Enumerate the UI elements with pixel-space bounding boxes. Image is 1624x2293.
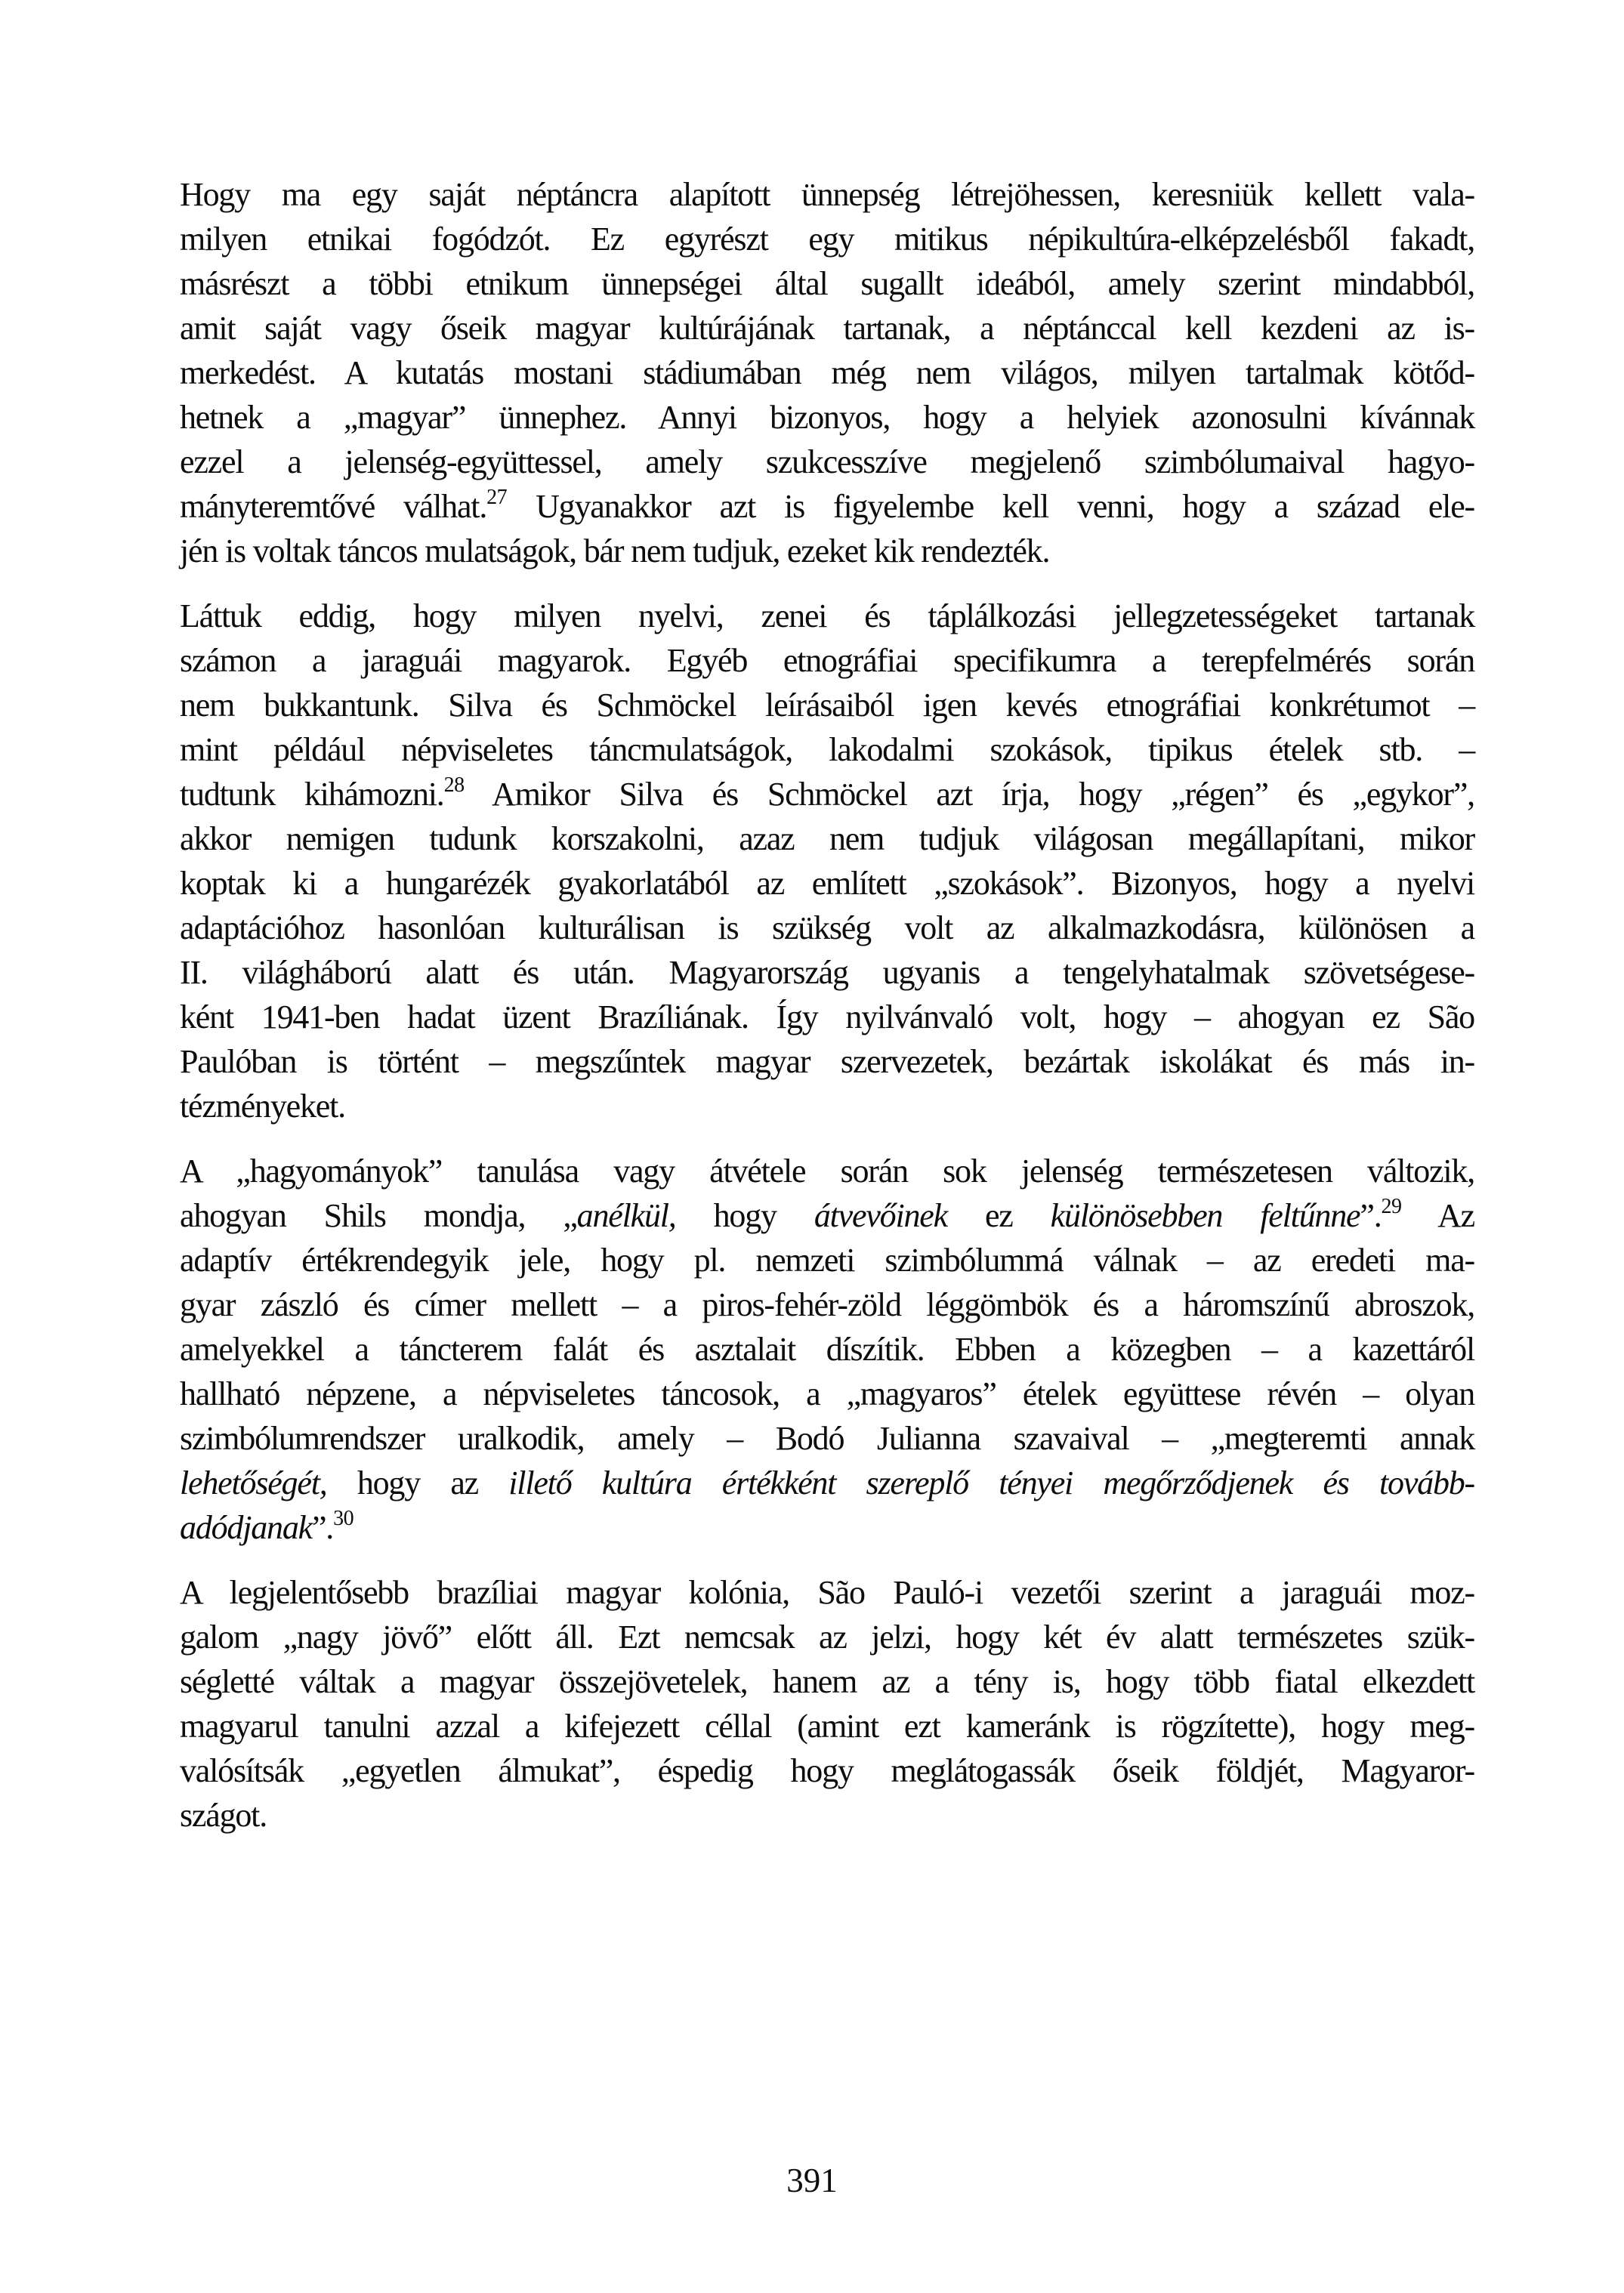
text-line: [180, 727, 1474, 772]
text-run: amelyekkel a táncterem falát és asztalait díszítik. Ebben a közegben – a kazettáról: [180, 1331, 1474, 1368]
text-line: [180, 638, 1474, 683]
text-run: anélkül,: [576, 1197, 676, 1234]
text-run: illető kultúra értékként szereplő tényei megőrződjenek és tovább-: [508, 1464, 1474, 1501]
text-line: [180, 172, 1474, 217]
text-run: ez: [946, 1197, 1051, 1234]
text-run: hogy: [675, 1197, 814, 1234]
text-line: [180, 440, 1474, 484]
text-line: [180, 1372, 1474, 1416]
text-run: szimbólumrendszer uralkodik, amely – Bodó Julianna szavaival – „megteremti annak: [180, 1420, 1474, 1457]
text-run: jén is voltak táncos mulatságok, bár nem tudjuk, ezeket kik rendezték.: [180, 532, 1050, 569]
text-run: Az: [1401, 1197, 1474, 1234]
text-line: [180, 1416, 1474, 1461]
text-line: [180, 1748, 1474, 1793]
text-line: [180, 484, 1474, 529]
text-run: nem bukkantunk. Silva és Schmöckel leírásaiból igen kevés etnográfiai konkrétumot –: [180, 687, 1474, 724]
text-run: szágot.: [180, 1797, 267, 1834]
text-line: [180, 1793, 1474, 1838]
text-line: [180, 529, 1474, 573]
text-run: ségletté váltak a magyar összejövetelek, hanem az a tény is, hogy több fiatal elkezdett: [180, 1663, 1474, 1700]
text-run: tézményeket.: [180, 1088, 345, 1125]
text-line: [180, 1149, 1474, 1193]
text-line: [180, 1461, 1474, 1505]
text-line: [180, 1505, 1474, 1550]
text-run: ”.: [311, 1509, 334, 1546]
text-run: II. világháború alatt és után. Magyarország ugyanis a tengelyhatalmak szövetségese-: [180, 954, 1474, 991]
text-run: tudtunk kihámozni.: [180, 776, 444, 813]
text-run: hetnek a „magyar” ünnephez. Annyi bizonyos, hogy a helyiek azonosulni kívánnak: [180, 399, 1474, 436]
text-block: [180, 172, 1474, 1858]
text-run: másrészt a többi etnikum ünnepségei által sugallt ideából, amely szerint mindabból,: [180, 265, 1474, 302]
text-line: [180, 395, 1474, 440]
text-run: Amikor Silva és Schmöckel azt írja, hogy „régen” és „egykor”,: [464, 776, 1474, 813]
text-run: Láttuk eddig, hogy milyen nyelvi, zenei és táplálkozási jellegzetességeket tartanak: [180, 597, 1474, 634]
text-run: mint például népviseletes táncmulatságok, lakodalmi szokások, tipikus ételek stb. –: [180, 731, 1474, 768]
text-line: [180, 350, 1474, 395]
text-line: [180, 1659, 1474, 1704]
footnote-reference: 27: [486, 486, 508, 509]
text-run: A „hagyományok” tanulása vagy átvétele során sok jelenség természetesen változik,: [180, 1153, 1474, 1190]
text-run: ”.: [1360, 1197, 1382, 1234]
text-run: Ugyanakkor azt is figyelembe kell venni, hogy a század ele-: [507, 488, 1474, 525]
text-run: különösebben feltűnne: [1050, 1197, 1360, 1234]
text-run: adaptív értékrendegyik jele, hogy pl. nemzeti szimbólummá válnak – az eredeti ma-: [180, 1242, 1474, 1279]
text-run: ként 1941-ben hadat üzent Brazíliának. Így nyilvánvaló volt, hogy – ahogyan ez São: [180, 998, 1474, 1035]
text-run: koptak ki a hungarézék gyakorlatából az említett „szokások”. Bizonyos, hogy a nyelvi: [180, 865, 1474, 902]
text-run: magyarul tanulni azzal a kifejezett céllal (amint ezt kameránk is rögzítette), hogy meg-: [180, 1708, 1474, 1745]
text-run: mányteremtővé válhat.: [180, 488, 487, 525]
text-line: [180, 1084, 1474, 1128]
text-run: milyen etnikai fogódzót. Ez egyrészt egy mitikus népikultúra-elképzelésből fakadt,: [180, 221, 1474, 258]
text-line: [180, 1615, 1474, 1659]
text-run: lehetőségét,: [180, 1464, 327, 1501]
text-run: galom „nagy jövő” előtt áll. Ezt nemcsak az jelzi, hogy két év alatt természetes szük-: [180, 1619, 1474, 1656]
text-run: adódjanak: [180, 1509, 312, 1546]
paragraph: [180, 594, 1474, 1128]
footnote-reference: 28: [443, 773, 465, 797]
paragraph: [180, 1570, 1474, 1838]
text-line: [180, 1570, 1474, 1615]
text-line: [180, 906, 1474, 950]
text-run: akkor nemigen tudunk korszakolni, azaz nem tudjuk világosan megállapítani, mikor: [180, 820, 1474, 857]
text-line: [180, 950, 1474, 995]
text-line: [180, 217, 1474, 261]
text-line: [180, 1193, 1474, 1238]
text-run: ezzel a jelenség-együttessel, amely szukcesszíve megjelenő szimbólumaival hagyo-: [180, 443, 1474, 480]
text-run: merkedést. A kutatás mostani stádiumában még nem világos, milyen tartalmak kötőd-: [180, 354, 1474, 391]
paragraph: [180, 172, 1474, 573]
text-line: [180, 816, 1474, 861]
text-run: gyar zászló és címer mellett – a piros-fehér-zöld léggömbök és a háromszínű abroszok,: [180, 1286, 1474, 1323]
text-run: adaptációhoz hasonlóan kulturálisan is szükség volt az alkalmazkodásra, különösen a: [180, 909, 1474, 946]
text-line: [180, 594, 1474, 638]
text-line: [180, 683, 1474, 727]
text-run: Hogy ma egy saját néptáncra alapított ünnepség létrejöhessen, keresniük kellett vala-: [180, 176, 1474, 213]
text-line: [180, 1327, 1474, 1372]
text-run: valósítsák „egyetlen álmukat”, éspedig hogy meglátogassák őseik földjét, Magyaror-: [180, 1752, 1474, 1789]
text-run: ahogyan Shils mondja, „: [180, 1197, 577, 1234]
text-run: hallható népzene, a népviseletes táncosok, a „magyaros” ételek együttese révén – olyan: [180, 1375, 1474, 1412]
footnote-reference: 29: [1381, 1195, 1402, 1218]
text-line: [180, 861, 1474, 906]
text-line: [180, 1238, 1474, 1282]
text-run: Paulóban is történt – megszűntek magyar szervezetek, bezártak iskolákat és más in-: [180, 1043, 1474, 1080]
text-run: átvevőinek: [814, 1197, 947, 1234]
text-line: [180, 1039, 1474, 1084]
text-run: amit saját vagy őseik magyar kultúrájának tartanak, a néptánccal kell kezdeni az is-: [180, 310, 1474, 347]
text-line: [180, 772, 1474, 816]
text-line: [180, 1704, 1474, 1748]
text-run: hogy az: [326, 1464, 509, 1501]
text-run: A legjelentősebb brazíliai magyar kolónia, São Pauló-i vezetői szerint a jaraguái moz-: [180, 1574, 1474, 1611]
text-line: [180, 261, 1474, 306]
text-line: [180, 306, 1474, 350]
text-run: számon a jaraguái magyarok. Egyéb etnográfiai specifikumra a terepfelmérés során: [180, 642, 1474, 679]
paragraph: [180, 1149, 1474, 1550]
footnote-reference: 30: [333, 1507, 354, 1530]
text-line: [180, 995, 1474, 1039]
page-number: 391: [786, 2162, 838, 2199]
text-line: [180, 1282, 1474, 1327]
